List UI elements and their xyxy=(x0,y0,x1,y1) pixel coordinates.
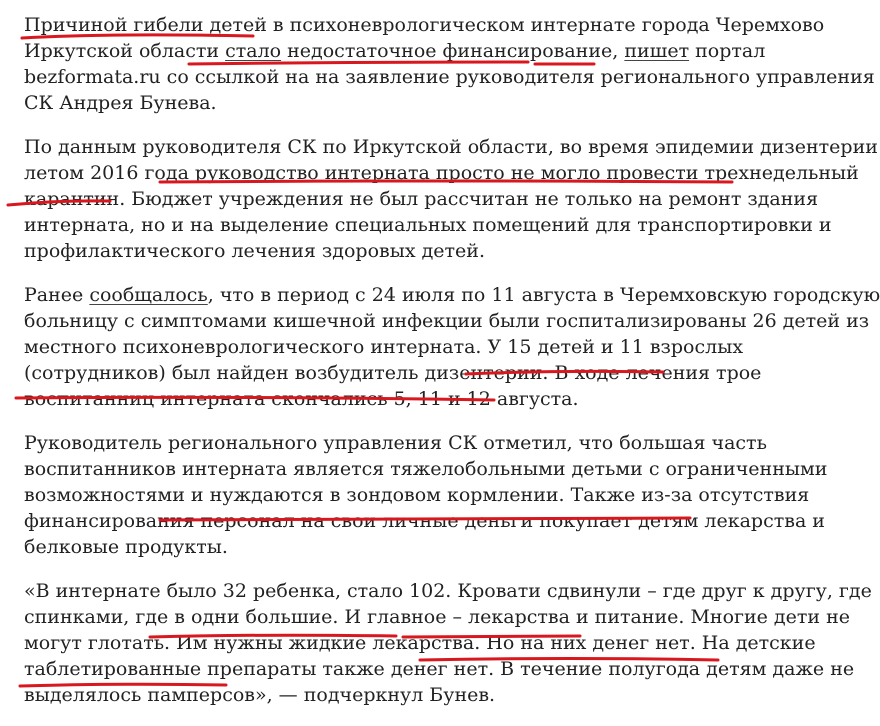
text-line xyxy=(24,630,816,656)
text-fragment: карантин. Бюджет учреждения не был рассчитан не только на ремонт здания xyxy=(24,188,819,210)
inline-link[interactable]: пишет xyxy=(624,40,690,62)
paragraph-1 xyxy=(24,12,875,116)
text-line xyxy=(24,656,855,682)
text-fragment: Причиной гибели детей в психоневрологическом интернате города Черемхово xyxy=(24,14,825,36)
text-fragment: Ранее xyxy=(24,284,90,306)
text-fragment: спинками, где в одни большие. И главное – лекарства и питание. Многие дети не xyxy=(24,606,850,628)
text-line xyxy=(24,508,825,534)
text-line xyxy=(24,212,832,238)
text-fragment: портал xyxy=(689,40,766,62)
text-line xyxy=(24,308,870,334)
text-fragment: выделялось памперсов», — подчеркнул Бунев. xyxy=(24,684,496,706)
text-line xyxy=(24,134,878,160)
text-line xyxy=(24,482,810,508)
text-fragment: Руководитель регионального управления СК отметил, что большая часть xyxy=(24,432,767,454)
text-fragment: недостаточное финансирование, xyxy=(281,40,625,62)
text-fragment: СК Андрея Бунева. xyxy=(24,92,217,114)
text-fragment: таблетированные препараты также денег нет. В течение полугода детям даже не xyxy=(24,658,855,680)
text-line xyxy=(24,604,850,630)
text-fragment: больницу с симптомами кишечной инфекции были госпитализированы 26 детей из xyxy=(24,310,870,332)
text-fragment: могут глотать. Им нужны жидкие лекарства. Но на них денег нет. На детские xyxy=(24,632,816,654)
text-fragment: финансирования персонал на свои личные деньги покупает детям лекарства и xyxy=(24,510,825,532)
text-fragment: bezformata.ru со ссылкой на на заявление руководителя регионального управления xyxy=(24,66,875,88)
text-fragment: летом 2016 года руководство интерната просто не могло провести трехнедельный xyxy=(24,162,859,184)
text-line xyxy=(24,682,738,708)
text-line xyxy=(24,578,872,604)
text-line xyxy=(24,430,767,456)
paragraph-5 xyxy=(24,578,872,708)
text-line xyxy=(24,386,738,412)
text-line xyxy=(24,90,738,116)
paragraph-2 xyxy=(24,134,878,264)
text-fragment: (сотрудников) был найден возбудитель дизентерии. В ходе лечения трое xyxy=(24,362,762,384)
text-fragment: профилактического лечения здоровых детей. xyxy=(24,240,485,262)
text-line xyxy=(24,360,762,386)
text-fragment: Иркутской области xyxy=(24,40,226,62)
paragraph-4 xyxy=(24,430,828,560)
text-fragment: воспитанников интерната является тяжелобольными детьми с ограниченными xyxy=(24,458,828,480)
text-fragment: По данным руководителя СК по Иркутской области, во время эпидемии дизентерии xyxy=(24,136,878,158)
article-body xyxy=(24,12,880,726)
text-fragment: воспитанниц интерната скончались 5, 11 и 12 августа. xyxy=(24,388,579,410)
text-fragment: белковые продукты. xyxy=(24,536,228,558)
inline-link[interactable]: сообщалось xyxy=(89,284,208,306)
paragraph-3 xyxy=(24,282,880,412)
text-fragment: возможностями и нуждаются в зондовом кормлении. Также из-за отсутствия xyxy=(24,484,810,506)
text-fragment: «В интернате было 32 ребенка, стало 102. Кровати сдвинули – где друг к другу, где xyxy=(24,580,872,602)
text-fragment: интерната, но и на выделение специальных помещений для транспортировки и xyxy=(24,214,832,236)
text-line xyxy=(24,160,859,186)
text-line xyxy=(24,334,744,360)
text-fragment: , что в период с 24 июля по 11 августа в Черемховскую городскую xyxy=(207,284,880,306)
text-line xyxy=(24,64,875,90)
text-fragment: местного психоневрологического интерната. У 15 детей и 11 взрослых xyxy=(24,336,744,358)
inline-link[interactable]: стало xyxy=(225,40,282,62)
text-line xyxy=(24,12,825,38)
text-line xyxy=(24,282,880,308)
text-line xyxy=(24,238,738,264)
text-line xyxy=(24,534,738,560)
text-line xyxy=(24,186,819,212)
text-line xyxy=(24,456,828,482)
text-line xyxy=(24,38,766,64)
